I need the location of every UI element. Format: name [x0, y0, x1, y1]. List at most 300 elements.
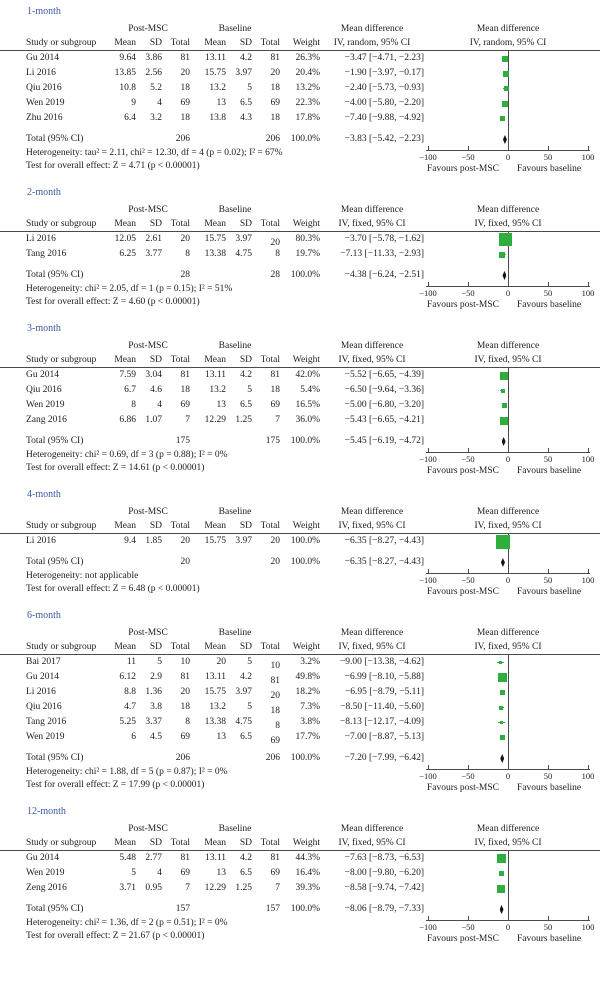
- total-column-header: Total: [170, 642, 190, 652]
- post-mean: 13.85: [114, 68, 136, 78]
- axis-tick: [508, 282, 509, 286]
- post-sd: 4: [157, 868, 162, 878]
- post-total: 69: [180, 868, 190, 878]
- study-row: [26, 51, 424, 66]
- baseline-sd: 6.5: [240, 868, 252, 878]
- baseline-total: 7: [275, 415, 280, 425]
- effect-square: [500, 417, 508, 425]
- overall-effect-line: Test for overall effect: Z = 4.71 (p < 0.00001): [26, 161, 200, 171]
- overall-effect-line: Test for overall effect: Z = 4.60 (p < 0.00001): [26, 297, 200, 307]
- baseline-total: 20: [270, 238, 280, 248]
- zero-line: [508, 851, 509, 920]
- baseline-group-header: Baseline: [218, 205, 252, 215]
- table-header: [0, 339, 600, 368]
- post-mean: 5.25: [119, 717, 136, 727]
- effect-square: [499, 871, 504, 876]
- total-row: [26, 751, 424, 766]
- baseline-sd: 6.5: [240, 98, 252, 108]
- total-mean-difference-ci: −5.45 [−6.19, −4.72]: [344, 436, 424, 446]
- total-label: Total (95% CI): [26, 557, 84, 567]
- axis-tick-label: −50: [461, 771, 475, 781]
- post-total: 7: [185, 883, 190, 893]
- baseline-total: 69: [270, 736, 280, 746]
- mean-difference-ci: −4.00 [−5.80, −2.20]: [344, 98, 424, 108]
- axis-tick-label: −100: [419, 454, 437, 464]
- total-column-header: Total: [260, 38, 280, 48]
- summary-diamond: [502, 271, 506, 280]
- weight-value: 19.7%: [295, 249, 320, 259]
- spacer-cell: [26, 626, 106, 640]
- mean-difference-ci: −6.95 [−8.79, −5.11]: [344, 687, 424, 697]
- total-column-header: Total: [170, 38, 190, 48]
- total-post-n: 206: [175, 753, 190, 763]
- axis-tick-label: 100: [581, 771, 595, 781]
- sd-column-header: SD: [149, 219, 162, 229]
- study-name: Qiu 2016: [26, 385, 62, 395]
- mean-column-header: Mean: [114, 219, 136, 229]
- baseline-mean: 12.29: [204, 415, 226, 425]
- baseline-sd: 4.2: [240, 370, 252, 380]
- table-body: [0, 655, 424, 796]
- heterogeneity-line: Heterogeneity: chi² = 2.05, df = 1 (p = 0.15); I² = 51%: [26, 284, 233, 294]
- mean-column-header: Mean: [204, 38, 226, 48]
- effect-square: [502, 101, 508, 107]
- total-baseline-n: 28: [270, 270, 280, 280]
- baseline-total: 8: [275, 721, 280, 731]
- axis-tick: [508, 146, 509, 150]
- panel-title: 6-month: [27, 610, 61, 621]
- study-row: [26, 111, 424, 126]
- baseline-total: 18: [270, 113, 280, 123]
- total-mean-difference-ci: −6.35 [−8.27, −4.43]: [344, 557, 424, 567]
- favours-left-label: Favours post-MSC: [426, 164, 499, 174]
- axis-tick: [428, 916, 429, 920]
- post-sd: 2.61: [145, 234, 162, 244]
- mean-difference-ci: −3.70 [−5.78, −1.62]: [344, 234, 424, 244]
- baseline-sd: 3.97: [235, 687, 252, 697]
- study-name: Tang 2016: [26, 249, 67, 259]
- post-sd: 0.95: [145, 883, 162, 893]
- axis-tick-label: 100: [581, 922, 595, 932]
- study-name: Zhu 2016: [26, 113, 63, 123]
- study-name: Bai 2017: [26, 657, 61, 667]
- baseline-mean: 15.75: [204, 234, 226, 244]
- baseline-total: 18: [270, 706, 280, 716]
- study-column-header: Study or subgroup: [26, 521, 97, 531]
- post-sd: 2.9: [150, 672, 162, 682]
- favours-left-label: Favours post-MSC: [426, 783, 499, 793]
- baseline-mean: 13.11: [204, 53, 226, 63]
- total-weight: 100.0%: [290, 753, 320, 763]
- study-row: [26, 655, 424, 670]
- mean-column-header: Mean: [114, 642, 136, 652]
- plot-mean-difference-header: Mean difference: [476, 24, 540, 34]
- mean-column-header: Mean: [114, 521, 136, 531]
- baseline-mean: 13.38: [204, 717, 226, 727]
- total-label: Total (95% CI): [26, 134, 84, 144]
- weight-value: 20.4%: [295, 68, 320, 78]
- baseline-mean: 13.38: [204, 249, 226, 259]
- total-column-header: Total: [170, 838, 190, 848]
- axis-tick-label: 50: [543, 454, 553, 464]
- post-total: 81: [180, 53, 190, 63]
- mean-difference-header: Mean difference: [340, 824, 404, 834]
- study-name: Li 2016: [26, 68, 56, 78]
- mean-difference-ci: −2.40 [−5.73, −0.93]: [344, 83, 424, 93]
- effect-square: [496, 535, 510, 549]
- mean-difference-ci: −7.63 [−8.73, −6.53]: [344, 853, 424, 863]
- mean-difference-header: Mean difference: [340, 507, 404, 517]
- spacer-cell: [280, 822, 320, 836]
- post-mean: 6.86: [119, 415, 136, 425]
- post-sd: 3.8: [150, 702, 162, 712]
- post-sd: 3.04: [145, 370, 162, 380]
- baseline-sd: 5: [247, 657, 252, 667]
- plot-model-header: IV, fixed, 95% CI: [474, 642, 542, 652]
- study-row: [26, 398, 424, 413]
- study-name: Qiu 2016: [26, 83, 62, 93]
- forest-plot: [419, 655, 600, 796]
- baseline-sd: 5: [247, 83, 252, 93]
- post-total: 18: [180, 702, 190, 712]
- axis-tick-label: 0: [505, 771, 511, 781]
- weight-column-header: Weight: [292, 355, 320, 365]
- plot-mean-difference-header: Mean difference: [476, 628, 540, 638]
- group-header-row: [26, 626, 424, 640]
- panel-body: [0, 851, 600, 947]
- axis-line: [426, 452, 590, 453]
- effect-square: [497, 885, 505, 893]
- baseline-sd: 4.2: [240, 53, 252, 63]
- baseline-mean: 15.75: [204, 536, 226, 546]
- plot-mean-difference-header: Mean difference: [476, 507, 540, 517]
- sd-column-header: SD: [239, 521, 252, 531]
- total-baseline-n: 157: [265, 904, 280, 914]
- axis-tick-label: 50: [543, 922, 553, 932]
- study-name: Wen 2019: [26, 98, 65, 108]
- post-total: 20: [180, 68, 190, 78]
- group-header-row: [26, 822, 424, 836]
- axis-tick-label: 50: [543, 152, 553, 162]
- axis-tick: [508, 569, 509, 573]
- post-total: 20: [180, 687, 190, 697]
- study-row: [26, 81, 424, 96]
- baseline-group-header: Baseline: [218, 341, 252, 351]
- weight-value: 44.3%: [295, 853, 320, 863]
- axis-tick: [588, 146, 589, 150]
- study-name: Gu 2014: [26, 370, 59, 380]
- table-header-left: [0, 203, 424, 231]
- panel-body: [0, 655, 600, 796]
- total-weight: 100.0%: [290, 270, 320, 280]
- total-weight: 100.0%: [290, 904, 320, 914]
- mean-column-header: Mean: [114, 838, 136, 848]
- total-post-n: 175: [175, 436, 190, 446]
- forest-plot-figure: [0, 6, 600, 947]
- axis-tick: [548, 916, 549, 920]
- axis-tick-label: −50: [461, 152, 475, 162]
- overall-effect-line: Test for overall effect: Z = 17.99 (p < 0.00001): [26, 780, 205, 790]
- post-sd: 4: [157, 98, 162, 108]
- spacer-cell: [26, 505, 106, 519]
- baseline-sd: 4.75: [235, 249, 252, 259]
- post-total: 7: [185, 415, 190, 425]
- baseline-sd: 6.5: [240, 732, 252, 742]
- effect-square: [502, 403, 507, 408]
- post-sd: 1.36: [145, 687, 162, 697]
- baseline-total: 10: [270, 661, 280, 671]
- post-total: 18: [180, 83, 190, 93]
- baseline-sd: 4.2: [240, 853, 252, 863]
- baseline-total: 20: [270, 691, 280, 701]
- post-mean: 5: [131, 868, 136, 878]
- baseline-sd: 1.25: [235, 415, 252, 425]
- favours-left-label: Favours post-MSC: [426, 466, 499, 476]
- total-row: [26, 132, 424, 147]
- total-column-header: Total: [260, 838, 280, 848]
- post-mean: 7.59: [119, 370, 136, 380]
- plot-header: [424, 339, 600, 367]
- axis-line: [426, 769, 590, 770]
- mean-difference-ci: −3.47 [−4.71, −2.23]: [344, 53, 424, 63]
- axis-tick-label: −100: [419, 575, 437, 585]
- mean-difference-ci: −5.00 [−6.80, −3.20]: [344, 400, 424, 410]
- baseline-sd: 3.97: [235, 536, 252, 546]
- axis-tick-label: −100: [419, 288, 437, 298]
- post-mean: 9: [131, 98, 136, 108]
- mean-column-header: Mean: [204, 642, 226, 652]
- axis-tick-label: −50: [461, 454, 475, 464]
- baseline-group-header: Baseline: [218, 24, 252, 34]
- study-name: Tang 2016: [26, 717, 67, 727]
- axis-tick-label: −50: [461, 922, 475, 932]
- mean-column-header: Mean: [204, 355, 226, 365]
- study-row: [26, 670, 424, 685]
- panel: [0, 323, 600, 479]
- mean-difference-header: Mean difference: [340, 628, 404, 638]
- axis-line: [426, 920, 590, 921]
- axis-tick: [428, 569, 429, 573]
- sd-column-header: SD: [149, 838, 162, 848]
- mean-difference-ci: −8.00 [−9.80, −6.20]: [344, 868, 424, 878]
- post-mean: 10.8: [119, 83, 136, 93]
- weight-column-header: Weight: [292, 219, 320, 229]
- post-mean: 6.7: [124, 385, 136, 395]
- baseline-total: 18: [270, 385, 280, 395]
- axis-tick-label: 50: [543, 771, 553, 781]
- plot-mean-difference-header: Mean difference: [476, 205, 540, 215]
- table-header-left: [0, 339, 424, 367]
- summary-diamond: [500, 754, 504, 763]
- total-row: [26, 434, 424, 449]
- heterogeneity-line: Heterogeneity: chi² = 1.36, df = 2 (p = 0.51); I² = 0%: [26, 918, 228, 928]
- spacer-cell: [280, 339, 320, 353]
- total-post-n: 157: [175, 904, 190, 914]
- baseline-mean: 13: [216, 400, 226, 410]
- sd-column-header: SD: [149, 642, 162, 652]
- axis-tick: [588, 282, 589, 286]
- post-sd: 5: [157, 657, 162, 667]
- table-header: [0, 822, 600, 851]
- baseline-sd: 5: [247, 385, 252, 395]
- study-row: [26, 413, 424, 428]
- baseline-total: 81: [270, 370, 280, 380]
- baseline-total: 69: [270, 400, 280, 410]
- study-row: [26, 730, 424, 745]
- panel-body: [0, 51, 600, 177]
- baseline-sd: 4.75: [235, 717, 252, 727]
- favours-right-label: Favours baseline: [517, 164, 582, 174]
- total-column-header: Total: [260, 219, 280, 229]
- spacer-cell: [280, 626, 320, 640]
- mean-difference-ci: −8.58 [−9.74, −7.42]: [344, 883, 424, 893]
- mean-difference-ci: −5.43 [−6.65, −4.21]: [344, 415, 424, 425]
- forest-plot: [419, 368, 600, 479]
- baseline-sd: 4.2: [240, 672, 252, 682]
- effect-square: [500, 735, 505, 740]
- model-column-header: IV, fixed, 95% CI: [338, 642, 406, 652]
- zero-line: [508, 655, 509, 769]
- panel: [0, 6, 600, 177]
- mean-column-header: Mean: [204, 838, 226, 848]
- post-msc-group-header: Post-MSC: [128, 628, 168, 638]
- plot-mean-difference-header: Mean difference: [476, 824, 540, 834]
- total-label: Total (95% CI): [26, 436, 84, 446]
- mean-column-header: Mean: [204, 521, 226, 531]
- total-label: Total (95% CI): [26, 904, 84, 914]
- effect-square: [499, 233, 512, 246]
- total-baseline-n: 175: [265, 436, 280, 446]
- study-name: Zeng 2016: [26, 883, 67, 893]
- axis-tick-label: −100: [419, 152, 437, 162]
- baseline-group-header: Baseline: [218, 824, 252, 834]
- baseline-sd: 5: [247, 702, 252, 712]
- post-sd: 2.56: [145, 68, 162, 78]
- plot-model-header: IV, fixed, 95% CI: [474, 838, 542, 848]
- post-mean: 3.71: [119, 883, 136, 893]
- baseline-mean: 15.75: [204, 687, 226, 697]
- axis-tick-label: 0: [505, 922, 511, 932]
- axis-tick: [548, 569, 549, 573]
- baseline-total: 7: [275, 883, 280, 893]
- axis-tick-label: 0: [505, 152, 511, 162]
- axis-tick: [468, 448, 469, 452]
- weight-value: 100.0%: [290, 536, 320, 546]
- post-mean: 9.64: [119, 53, 136, 63]
- overall-effect-line: Test for overall effect: Z = 21.67 (p < 0.00001): [26, 931, 205, 941]
- post-total: 20: [180, 536, 190, 546]
- study-column-header: Study or subgroup: [26, 838, 97, 848]
- table-body: [0, 534, 424, 600]
- sd-column-header: SD: [149, 38, 162, 48]
- axis-tick: [588, 765, 589, 769]
- favours-right-label: Favours baseline: [517, 466, 582, 476]
- table-body: [0, 851, 424, 947]
- plot-header: [424, 505, 600, 533]
- axis-tick: [508, 448, 509, 452]
- mean-difference-ci: −7.00 [−8.87, −5.13]: [344, 732, 424, 742]
- panel: [0, 806, 600, 947]
- axis-tick: [588, 569, 589, 573]
- column-header-row: [26, 36, 424, 50]
- study-row: [26, 96, 424, 111]
- sd-column-header: SD: [239, 838, 252, 848]
- plot-header: [424, 22, 600, 50]
- baseline-total: 81: [270, 853, 280, 863]
- axis-tick-label: 100: [581, 288, 595, 298]
- baseline-mean: 13.11: [204, 853, 226, 863]
- axis-tick: [548, 146, 549, 150]
- total-baseline-n: 20: [270, 557, 280, 567]
- total-mean-difference-ci: −4.38 [−6.24, −2.51]: [344, 270, 424, 280]
- post-total: 69: [180, 400, 190, 410]
- axis-line: [426, 573, 590, 574]
- axis-tick-label: 0: [505, 454, 511, 464]
- sd-column-header: SD: [239, 642, 252, 652]
- model-column-header: IV, fixed, 95% CI: [338, 838, 406, 848]
- study-row: [26, 851, 424, 866]
- effect-square: [500, 116, 505, 121]
- heterogeneity-line: Heterogeneity: tau² = 2.11, chi² = 12.30, df = 4 (p = 0.02); I² = 67%: [26, 148, 283, 158]
- study-row: [26, 368, 424, 383]
- baseline-mean: 13.11: [204, 672, 226, 682]
- total-baseline-n: 206: [265, 134, 280, 144]
- post-sd: 5.2: [150, 83, 162, 93]
- post-total: 69: [180, 98, 190, 108]
- axis-tick-label: 100: [581, 575, 595, 585]
- post-msc-group-header: Post-MSC: [128, 205, 168, 215]
- heterogeneity-line: Heterogeneity: not applicable: [26, 571, 139, 581]
- baseline-mean: 13.8: [209, 113, 226, 123]
- mean-column-header: Mean: [204, 219, 226, 229]
- axis-tick: [588, 916, 589, 920]
- study-row: [26, 866, 424, 881]
- axis-tick: [508, 765, 509, 769]
- weight-value: 39.3%: [295, 883, 320, 893]
- axis-tick-label: 0: [505, 575, 511, 585]
- favours-right-label: Favours baseline: [517, 783, 582, 793]
- axis-tick-label: −50: [461, 288, 475, 298]
- table-body: [0, 232, 424, 313]
- effect-square: [497, 854, 506, 863]
- baseline-total: 20: [270, 536, 280, 546]
- post-mean: 9.4: [124, 536, 136, 546]
- mean-difference-header: Mean difference: [340, 205, 404, 215]
- baseline-mean: 13.2: [209, 385, 226, 395]
- heterogeneity-line: Heterogeneity: chi² = 1.88, df = 5 (p = 0.87); I² = 0%: [26, 767, 228, 777]
- axis-tick: [468, 569, 469, 573]
- post-total: 18: [180, 385, 190, 395]
- total-post-n: 206: [175, 134, 190, 144]
- axis-tick: [548, 282, 549, 286]
- baseline-sd: 4.3: [240, 113, 252, 123]
- total-post-n: 20: [180, 557, 190, 567]
- post-sd: 3.77: [145, 249, 162, 259]
- weight-value: 36.0%: [295, 415, 320, 425]
- study-column-header: Study or subgroup: [26, 642, 97, 652]
- study-row: [26, 881, 424, 896]
- favours-right-label: Favours baseline: [517, 934, 582, 944]
- baseline-group-header: Baseline: [218, 507, 252, 517]
- study-column-header: Study or subgroup: [26, 219, 97, 229]
- baseline-group-header: Baseline: [218, 628, 252, 638]
- sd-column-header: SD: [149, 521, 162, 531]
- weight-value: 22.3%: [295, 98, 320, 108]
- summary-diamond: [500, 905, 504, 914]
- mean-difference-ci: −6.35 [−8.27, −4.43]: [344, 536, 424, 546]
- axis-tick: [508, 916, 509, 920]
- weight-value: 13.2%: [295, 83, 320, 93]
